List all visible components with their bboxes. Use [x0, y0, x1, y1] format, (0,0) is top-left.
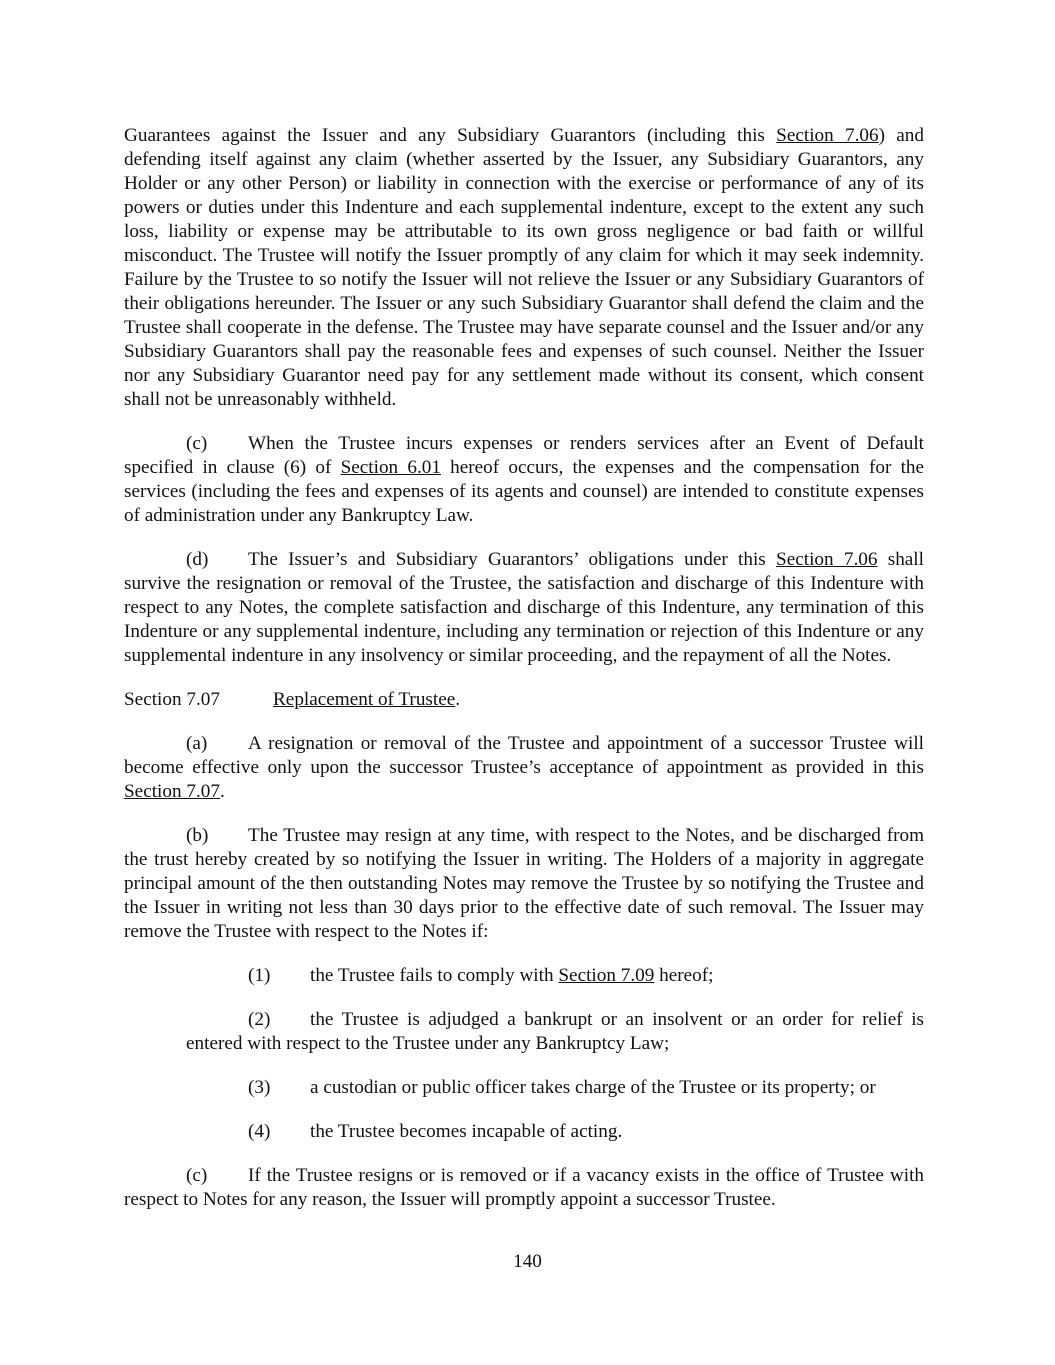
- paragraph-a-resignation: (a) A resignation or removal of the Trustee and appointment of a successor Trustee will become effective only upon the successor Trustee’s acceptance of appointment as provided in this Section 7.07.: [124, 733, 924, 802]
- clause-label: (2): [248, 1009, 271, 1030]
- paragraph-d-obligations: (d) The Issuer’s and Subsidiary Guarantors’ obligations under this Section 7.06 shall survive the resignation or removal of the Trustee, the satisfaction and discharge of this Indenture with respect to any Notes, the complete satisfaction and discharge of this Indenture, any termination of this Indenture or any supplemental indenture, including any termination or rejection of this Indenture or any supplemental indenture in any insolvency or similar proceeding, and the repayment of all the Notes.: [124, 549, 924, 666]
- page-number: 140: [513, 1251, 542, 1272]
- clause-4: (4) the Trustee becomes incapable of acting.: [248, 1121, 623, 1142]
- section-title: Replacement of Trustee: [273, 689, 456, 710]
- clause-label: (1): [248, 965, 271, 986]
- clause-label: (4): [248, 1121, 271, 1142]
- paragraph-label: (d): [186, 549, 209, 570]
- paragraph-indemnity-continued: Guarantees against the Issuer and any Subsidiary Guarantors (including this Section 7.06) and defending itself against any claim (whether asserted by the Issuer, any Subsidiary Guarantors, any Holder or any other Person) or liability in connection with the exercise or performance of any of its powers or duties under this Indenture and each supplemental indenture, except to the extent any such loss, liability or expense may be attributable to its own gross negligence or bad faith or willful misconduct. The Trustee will notify the Issuer promptly of any claim for which it may seek indemnity. Failure by the Trustee to so notify the Issuer will not relieve the Issuer or any Subsidiary Guarantors of their obligations hereunder. The Issuer or any such Subsidiary Guarantor shall defend the claim and the Trustee shall cooperate in the defense. The Trustee may have separate counsel and the Issuer and/or any Subsidiary Guarantors shall pay the reasonable fees and expenses of such counsel. Neither the Issuer nor any Subsidiary Guarantor need pay for any settlement made without its consent, which consent shall not be unreasonably withheld.: [124, 125, 924, 410]
- section-7-06-reference: Section 7.06: [776, 125, 879, 146]
- clause-2: (2) the Trustee is adjudged a bankrupt or an insolvent or an order for relief is entered with respect to the Trustee under any Bankruptcy Law;: [186, 1009, 924, 1054]
- section-number: Section 7.07: [124, 689, 220, 710]
- paragraph-label: (a): [186, 733, 208, 754]
- section-7-07-reference: Section 7.07: [124, 781, 220, 802]
- paragraph-label: (c): [186, 433, 208, 454]
- document-page: [124, 124, 924, 1212]
- section-7-06-reference: Section 7.06: [776, 549, 878, 570]
- clause-1: (1) the Trustee fails to comply with Section 7.09 hereof;: [248, 965, 714, 986]
- section-heading: Section 7.07 Replacement of Trustee.: [124, 689, 461, 710]
- clause-3: (3) a custodian or public officer takes charge of the Trustee or its property; or: [248, 1077, 876, 1098]
- paragraph-c-vacancy: (c) If the Trustee resigns or is removed or if a vacancy exists in the office of Trustee with respect to Notes for any reason, the Issuer will promptly appoint a successor Trustee.: [124, 1165, 924, 1210]
- section-6-01-reference: Section 6.01: [340, 457, 441, 478]
- section-7-09-reference: Section 7.09: [558, 965, 655, 986]
- paragraph-b-removal: (b) The Trustee may resign at any time, with respect to the Notes, and be discharged from the trust hereby created by so notifying the Issuer in writing. The Holders of a majority in aggregate principal amount of the then outstanding Notes may remove the Trustee by so notifying the Trustee and the Issuer in writing not less than 30 days prior to the effective date of such removal. The Issuer may remove the Trustee with respect to the Notes if:: [124, 825, 924, 942]
- paragraph-c-expenses: (c) When the Trustee incurs expenses or renders services after an Event of Default specified in clause (6) of Section 6.01 hereof occurs, the expenses and the compensation for the services (including the fees and expenses of its agents and counsel) are intended to constitute expenses of administration under any Bankruptcy Law.: [124, 433, 925, 526]
- clause-label: (3): [248, 1077, 271, 1098]
- paragraph-label: (c): [186, 1165, 208, 1186]
- paragraph-label: (b): [186, 825, 209, 846]
